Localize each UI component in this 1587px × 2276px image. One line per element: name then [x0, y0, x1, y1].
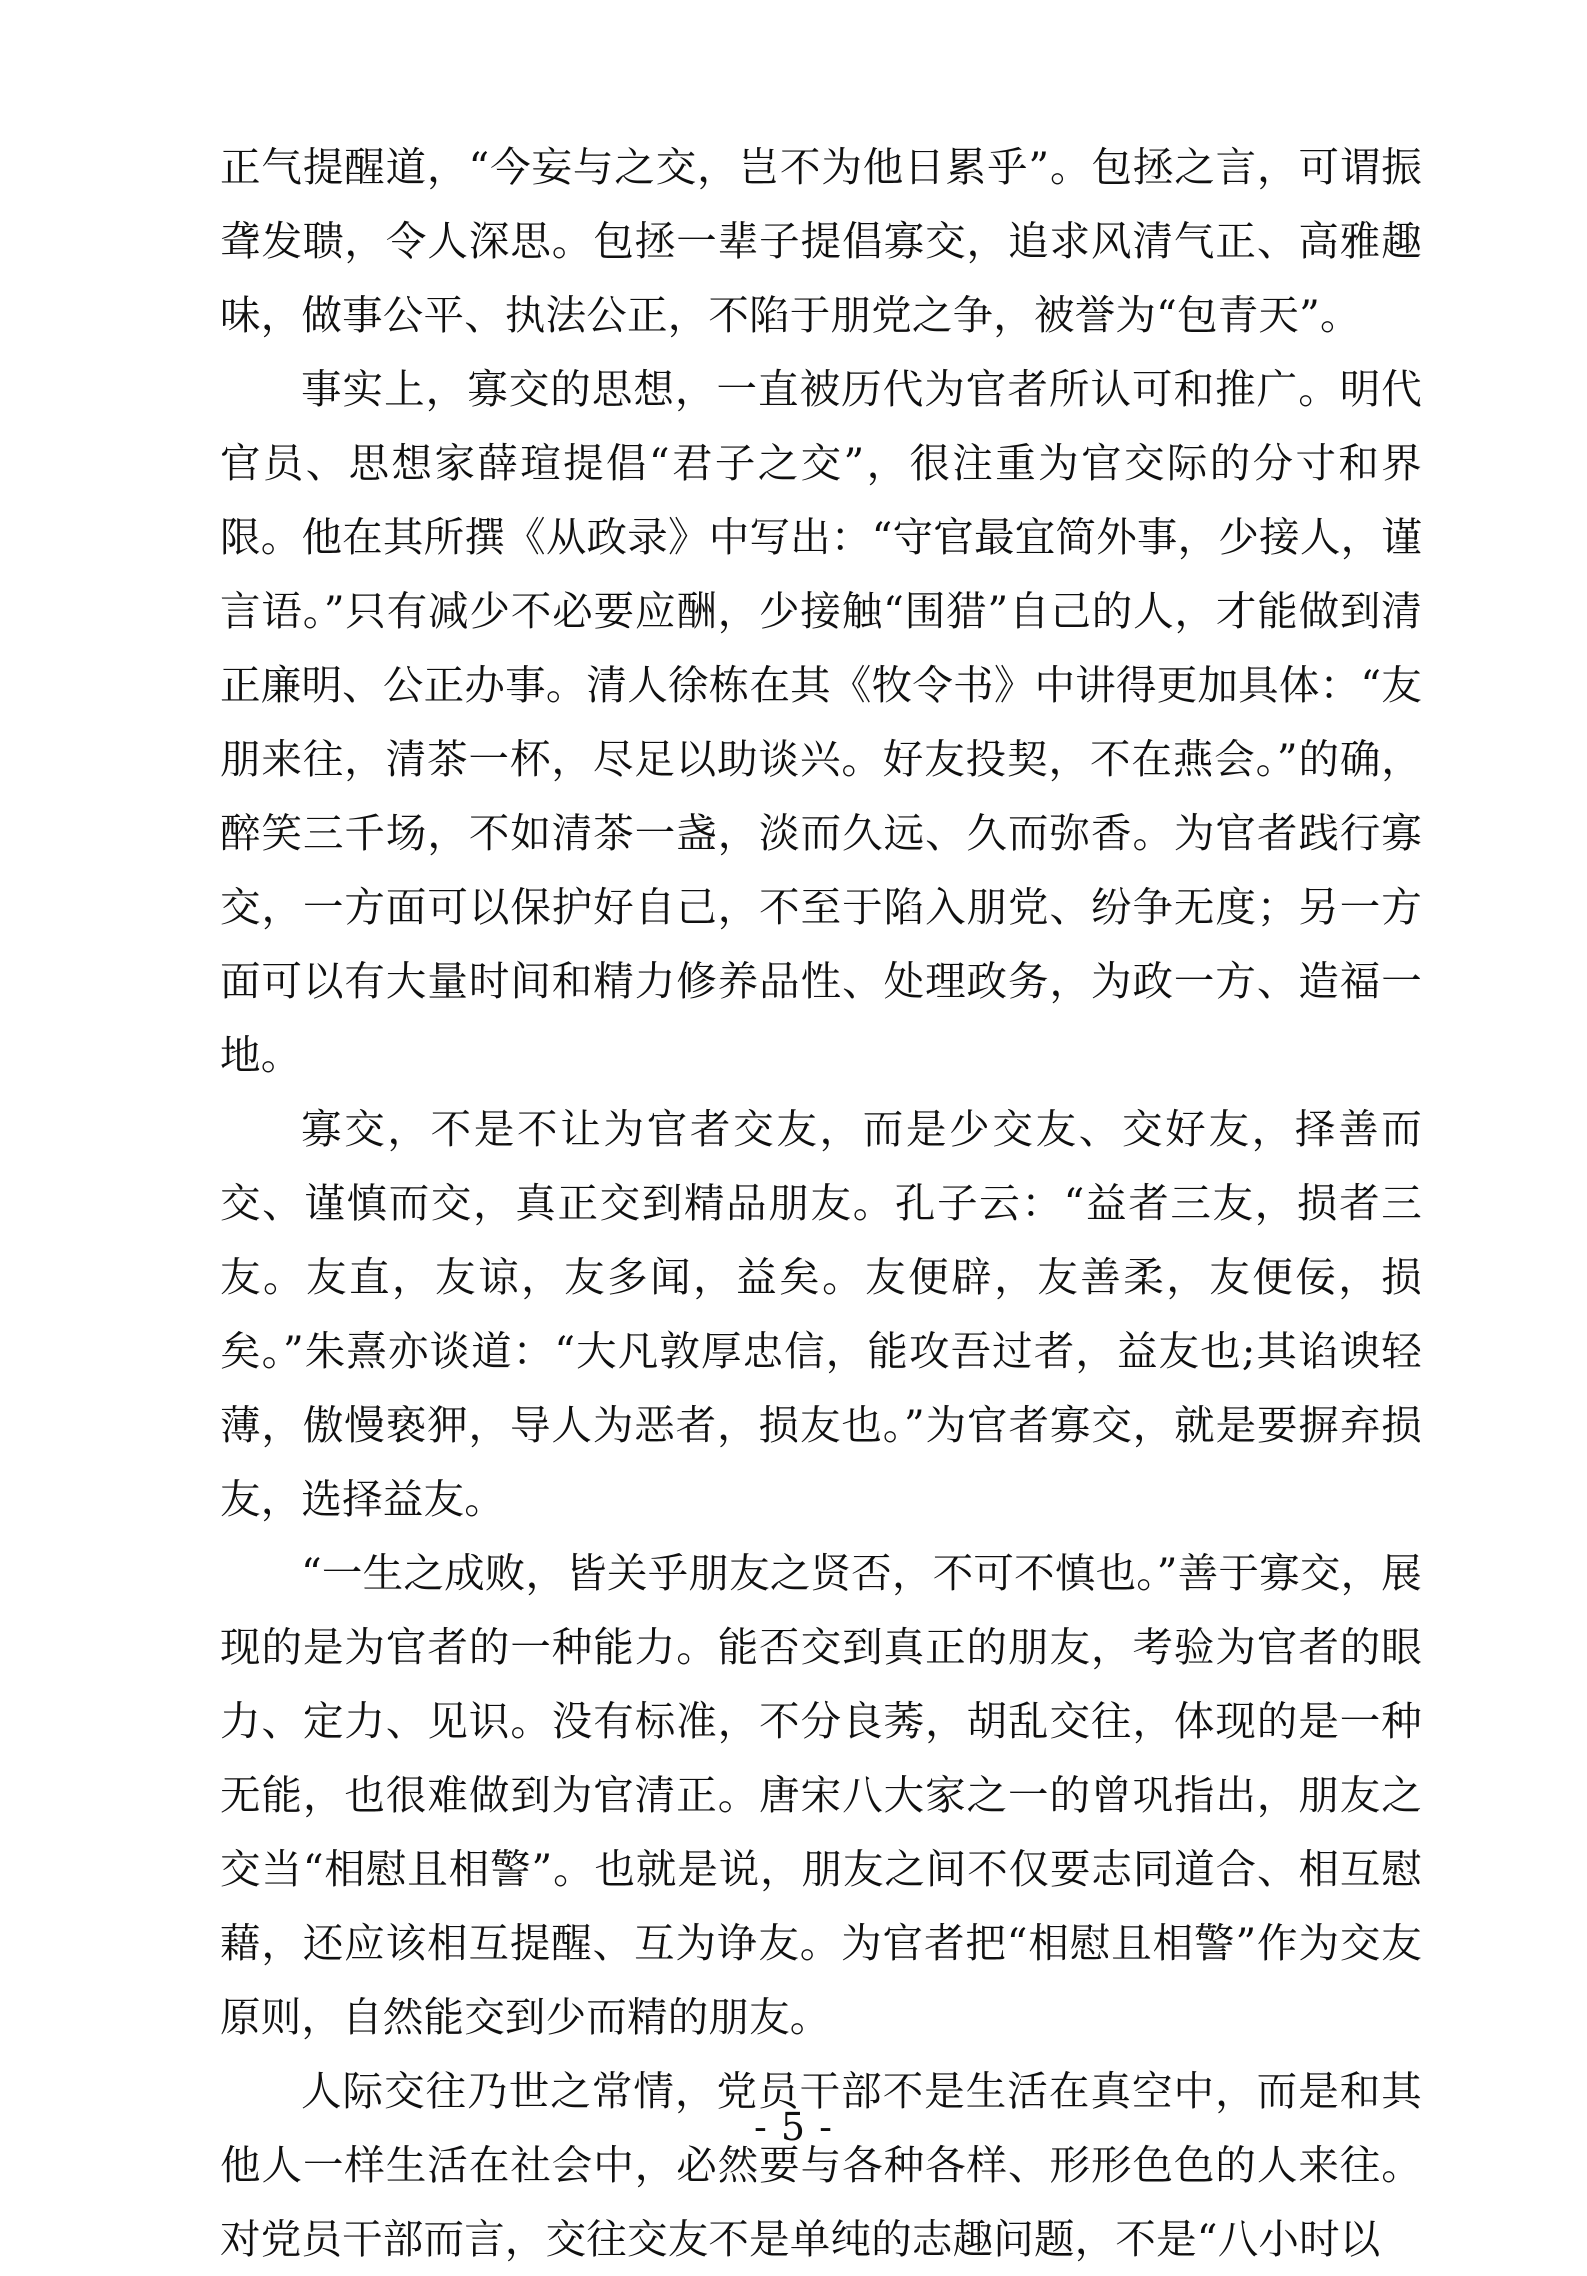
page-number: - 5 - [753, 2105, 833, 2149]
paragraph: 人际交往乃世之常情，党员干部不是生活在真空中，而是和其他人一样生活在社会中，必然要与各种各样、形形色色的人来往。对党员干部而言，交往交友不是单纯的志趣问题，不是“八小时以 [220, 2067, 1422, 2263]
paragraph: 正气提醒道，“今妄与之交，岂不为他日累乎”。包拯之言，可谓振聋发聩，令人深思。包拯一辈子提倡寡交，追求风清气正、高雅趣味，做事公平、执法公正，不陷于朋党之争，被誉为“包青天”。 [220, 143, 1422, 339]
paragraph: “一生之成败，皆关乎朋友之贤否，不可不慎也。”善于寡交，展现的是为官者的一种能力。能否交到真正的朋友，考验为官者的眼力、定力、见识。没有标准，不分良莠，胡乱交往，体现的是一种无能，也很难做到为官清正。唐宋八大家之一的曾巩指出，朋友之交当“相慰且相警”。也就是说，朋友之间不仅要志同道合、相互慰藉，还应该相互提醒、互为诤友。为官者把“相慰且相警”作为交友原则，自然能交到少而精的朋友。 [220, 1549, 1422, 2041]
paragraph: 寡交，不是不让为官者交友，而是少交友、交好友，择善而交、谨慎而交，真正交到精品朋友。孔子云：“益者三友，损者三友。友直，友谅，友多闻，益矣。友便辟，友善柔，友便佞，损矣。”朱熹亦谈道：“大凡敦厚忠信，能攻吾过者，益友也;其谄谀轻薄，傲慢亵狎，导人为恶者，损友也。”为官者寡交，就是要摒弃损友，选择益友。 [220, 1105, 1422, 1523]
document-body [220, 130, 1422, 2276]
paragraph: 事实上，寡交的思想，一直被历代为官者所认可和推广。明代官员、思想家薛瑄提倡“君子之交”，很注重为官交际的分寸和界限。他在其所撰《从政录》中写出：“守官最宜简外事，少接人，谨言语。”只有减少不必要应酬，少接触“围猎”自己的人，才能做到清正廉明、公正办事。清人徐栋在其《牧令书》中讲得更加具体：“友朋来往，清茶一杯，尽足以助谈兴。好友投契，不在燕会。”的确，醉笑三千场，不如清茶一盏，淡而久远、久而弥香。为官者践行寡交，一方面可以保护好自己，不至于陷入朋党、纷争无度；另一方面可以有大量时间和精力修养品性、处理政务，为政一方、造福一地。 [220, 365, 1422, 1079]
